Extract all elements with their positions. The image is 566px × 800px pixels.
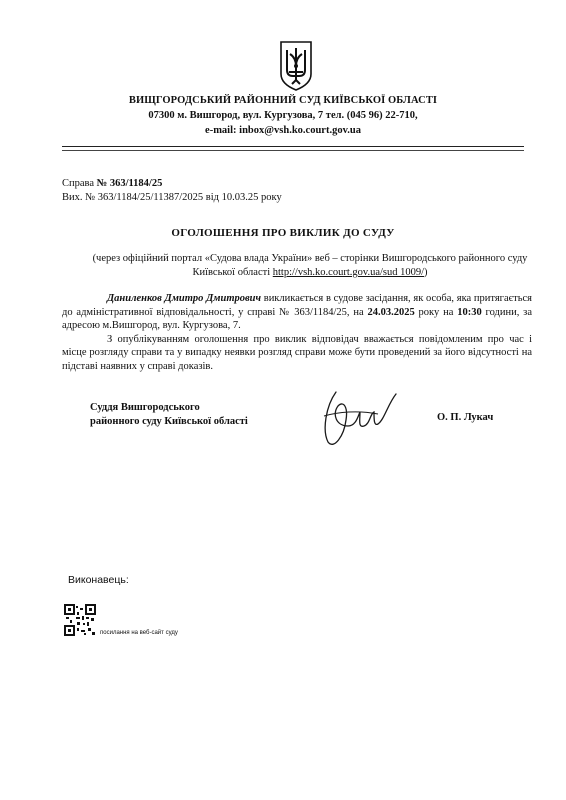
portal-note — [90, 252, 530, 280]
trident-coat-of-arms-icon — [279, 40, 313, 92]
summons-text-3: години, за адресою м.Вишгород, вул. Кургузова, 7. — [62, 306, 532, 331]
hearing-date: 24.03.2025 — [367, 306, 415, 318]
header-divider-thin — [62, 150, 524, 151]
notice-body — [62, 292, 532, 373]
qr-code-icon[interactable] — [64, 604, 96, 636]
case-label: Справа — [62, 178, 95, 189]
hearing-time: 10:30 — [457, 306, 482, 318]
summons-text: викликається в судове засідання, як особа, яка притягається до адміністративної відповідальності, у справі № 363/1184/25, на — [62, 293, 532, 318]
header-divider — [62, 146, 524, 147]
summons-paragraph — [62, 292, 532, 333]
court-name: ВИЩГОРОДСЬКИЙ РАЙОННИЙ СУД КИЇВСЬКОЇ ОБЛАСТІ — [128, 95, 438, 106]
summons-text-2: року на — [414, 306, 458, 318]
portal-close: ) — [424, 267, 428, 278]
court-address: 07300 м. Вишгород, вул. Кургузова, 7 тел. (045 96) 22-710, — [148, 110, 418, 121]
judge-name: О. П. Лукач — [437, 412, 494, 423]
judge-line-2: районного суду Київської області — [90, 416, 248, 427]
executor-label: Виконавець: — [68, 574, 129, 586]
judge-line-1: Суддя Вишгородського — [90, 402, 200, 413]
case-number: № 363/1184/25 — [96, 178, 163, 189]
judge-position — [90, 401, 248, 429]
outgoing-number: Вих. № 363/1184/25/11387/2025 від 10.03.25 року — [62, 192, 282, 203]
handwritten-signature — [318, 386, 402, 452]
document-title: ОГОЛОШЕННЯ ПРО ВИКЛИК ДО СУДУ — [171, 227, 395, 239]
portal-link[interactable]: http://vsh.ko.court.gov.ua/sud 1009/ — [272, 267, 425, 278]
email-label: e-mail: — [205, 125, 237, 136]
portal-text: (через офіційний портал «Судова влада України» веб – сторінки Вишгородського районного суду Київської області — [92, 253, 528, 278]
email-value: inbox@vsh.ko.court.gov.ua — [239, 125, 361, 136]
summoned-person: Даниленков Дмитро Дмитрович — [107, 293, 262, 304]
notice-paragraph: З опублікуванням оголошення про виклик відповідач вважається повідомленим про час і місце розгляду справи та у випадку неявки розгляд справи може бути проведений за його відсутності на підставі наявних у справі доказів. — [62, 333, 532, 372]
qr-caption: посилання на веб-сайт суду — [100, 630, 178, 636]
court-email-line — [0, 125, 566, 136]
case-number-line — [62, 178, 162, 189]
